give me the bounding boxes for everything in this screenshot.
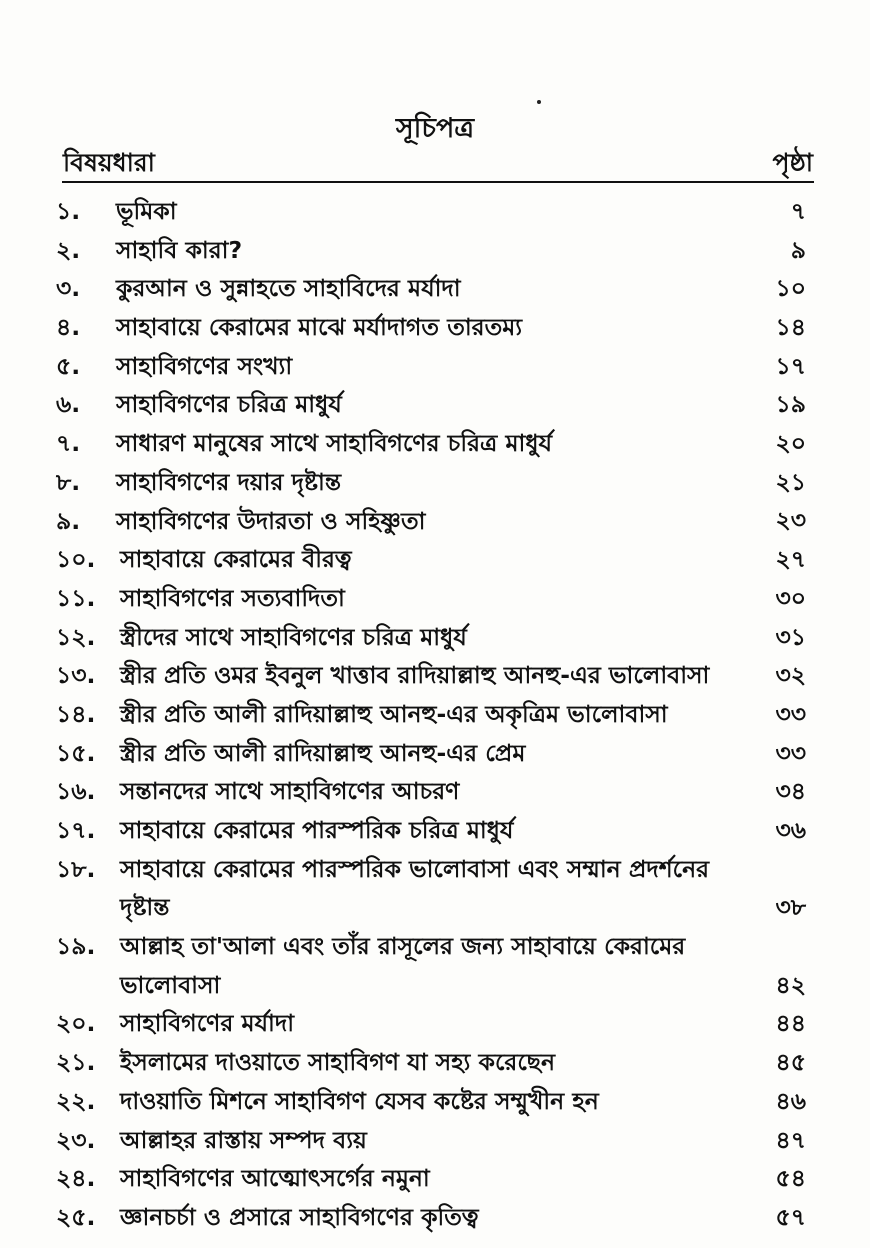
entry-number: ২১. (56, 1048, 96, 1077)
toc-entry (0, 811, 870, 850)
entry-title: দাওয়াতি মিশনে সাহাবিগণ যেসব কষ্টের সম্মুখীন হন (120, 1086, 599, 1115)
entry-title: কুরআন ও সুন্নাহতে সাহাবিদের মর্যাদা (116, 274, 461, 303)
entry-title: স্ত্রীর প্রতি আলী রাদিয়াল্লাহু আনহু-এর প্রেম (120, 738, 526, 767)
entry-title: স্ত্রীর প্রতি ওমর ইবনুল খাত্তাব রাদিয়াল্লাহু আনহু-এর ভালোবাসা (120, 661, 710, 690)
toc-entry (0, 656, 870, 695)
toc-entry (0, 231, 870, 270)
entry-page: ৩৩ (775, 738, 806, 767)
entry-title: সাধারণ মানুষের সাথে সাহাবিগণের চরিত্র মাধুর্য (116, 429, 553, 458)
entry-number: ৮. (56, 467, 81, 496)
toc-entry (0, 1004, 870, 1043)
entry-page: ৩৪ (775, 777, 806, 806)
toc-entry (0, 192, 870, 231)
toc-entry (0, 695, 870, 734)
toc-entry (0, 1198, 870, 1237)
toc-entry (0, 1082, 870, 1121)
entry-number: ২২. (56, 1086, 96, 1115)
entry-page: ৪৪ (775, 1009, 806, 1038)
entry-number: ৯. (56, 506, 81, 535)
entry-page: ৭ (790, 196, 806, 225)
entry-page: ৩৬ (775, 815, 806, 844)
toc-entry (0, 734, 870, 773)
entry-page: ৪৫ (775, 1048, 806, 1077)
toc-entry (0, 850, 870, 927)
entry-page: ২৭ (775, 545, 806, 574)
entry-number: ১৮. (56, 854, 96, 883)
entry-number: ৭. (56, 429, 81, 458)
entry-number: ১৭. (56, 816, 96, 844)
toc-entry (0, 308, 870, 347)
entry-page: ১৯ (775, 390, 806, 419)
toc-entry (0, 463, 870, 502)
entry-page: ২১ (775, 467, 806, 496)
entry-title: সাহাবিগণের সত্যবাদিতা (120, 583, 345, 612)
entry-number: ২. (56, 235, 81, 264)
entry-page: ৩৩ (775, 699, 806, 728)
entry-title: সাহাবায়ে কেরামের পারস্পরিক চরিত্র মাধুর্য (120, 816, 514, 844)
entry-title: সাহাবিগণের মর্যাদা (120, 1009, 295, 1038)
entry-number: ৪. (56, 313, 81, 342)
toc-entry (0, 618, 870, 657)
toc-entry (0, 540, 870, 579)
entry-number: ১৩. (56, 661, 96, 690)
header-divider (62, 181, 814, 183)
entry-number: ১০. (56, 545, 96, 574)
toc-entry (0, 1121, 870, 1160)
entry-title: সাহাবায়ে কেরামের পারস্পরিক ভালোবাসা এবং সম্মান প্রদর্শনের দৃষ্টান্ত (120, 854, 710, 922)
entry-page: ১৭ (775, 351, 806, 380)
toc-entry (0, 1043, 870, 1082)
page-title: সূচিপত্র (395, 113, 475, 144)
entry-number: ১২. (56, 622, 96, 651)
toc-entry (0, 579, 870, 618)
entry-title: সাহাবিগণের দয়ার দৃষ্টান্ত (116, 467, 342, 496)
column-header-page: পৃষ্ঠা (772, 148, 813, 177)
entry-number: ১৯. (56, 932, 96, 961)
entry-number: ১১. (56, 583, 96, 612)
entry-title: স্ত্রীর প্রতি আলী রাদিয়াল্লাহু আনহু-এর অকৃত্রিম ভালোবাসা (120, 699, 668, 728)
entry-page: ৩৮ (775, 893, 806, 922)
entry-title: সাহাবিগণের সংখ্যা (116, 351, 293, 380)
entry-number: ৩. (56, 274, 81, 303)
entry-page: ৩১ (775, 622, 806, 651)
entry-page: ২৩ (775, 506, 806, 535)
toc-entry (0, 502, 870, 541)
toc-entry (0, 772, 870, 811)
entry-page: ৪৬ (775, 1086, 806, 1115)
print-speck (537, 100, 541, 104)
entry-page: ৪৭ (775, 1125, 806, 1154)
toc-list (0, 192, 870, 1237)
entry-title: সাহাবিগণের চরিত্র মাধুর্য (116, 390, 342, 419)
toc-entry (0, 424, 870, 463)
column-header-topic: বিষয়ধারা (63, 148, 155, 177)
entry-page: ২০ (775, 429, 806, 458)
entry-title: সাহাবিগণের আত্মোৎসর্গের নমুনা (120, 1164, 430, 1193)
toc-entry (0, 347, 870, 386)
entry-number: ৫. (56, 351, 81, 380)
entry-page: ৪২ (775, 970, 806, 999)
entry-page: ৩০ (775, 583, 806, 612)
toc-entry (0, 269, 870, 308)
entry-number: ২৪. (56, 1164, 96, 1193)
entry-title: আল্লাহ তা'আলা এবং তাঁর রাসূলের জন্য সাহাবায়ে কেরামের ভালোবাসা (120, 932, 686, 999)
entry-number: ১৪. (56, 699, 96, 728)
entry-page: ১৪ (775, 313, 806, 342)
toc-entry (0, 1159, 870, 1198)
entry-page: ৩২ (775, 661, 806, 690)
entry-title: স্ত্রীদের সাথে সাহাবিগণের চরিত্র মাধুর্য (120, 622, 467, 651)
toc-entry (0, 385, 870, 424)
entry-number: ৬. (56, 390, 81, 419)
entry-title: সাহাবি কারা? (116, 235, 243, 264)
entry-number: ১. (56, 197, 81, 225)
entry-title: সাহাবায়ে কেরামের বীরত্ব (120, 545, 352, 574)
entry-title: সাহাবায়ে কেরামের মাঝে মর্যাদাগত তারতম্য (116, 313, 523, 342)
entry-number: ১৫. (56, 738, 96, 767)
entry-title: সাহাবিগণের উদারতা ও সহিষ্ণুতা (116, 506, 426, 535)
entry-title: সন্তানদের সাথে সাহাবিগণের আচরণ (120, 777, 460, 806)
entry-page: ১০ (775, 274, 806, 303)
entry-number: ২০. (56, 1009, 96, 1038)
entry-page: ৯ (790, 235, 806, 264)
entry-number: ১৬. (56, 777, 96, 806)
entry-page: ৫৪ (775, 1164, 806, 1193)
toc-entry (0, 927, 870, 1004)
entry-number: ২৫. (56, 1202, 96, 1231)
entry-title: জ্ঞানচর্চা ও প্রসারে সাহাবিগণের কৃতিত্ব (120, 1202, 479, 1231)
entry-title: আল্লাহর রাস্তায় সম্পদ ব্যয় (120, 1125, 367, 1154)
entry-title: ইসলামের দাওয়াতে সাহাবিগণ যা সহ্য করেছেন (120, 1048, 556, 1077)
entry-number: ২৩. (56, 1125, 96, 1154)
entry-page: ৫৭ (775, 1202, 806, 1231)
entry-title: ভূমিকা (116, 197, 177, 225)
